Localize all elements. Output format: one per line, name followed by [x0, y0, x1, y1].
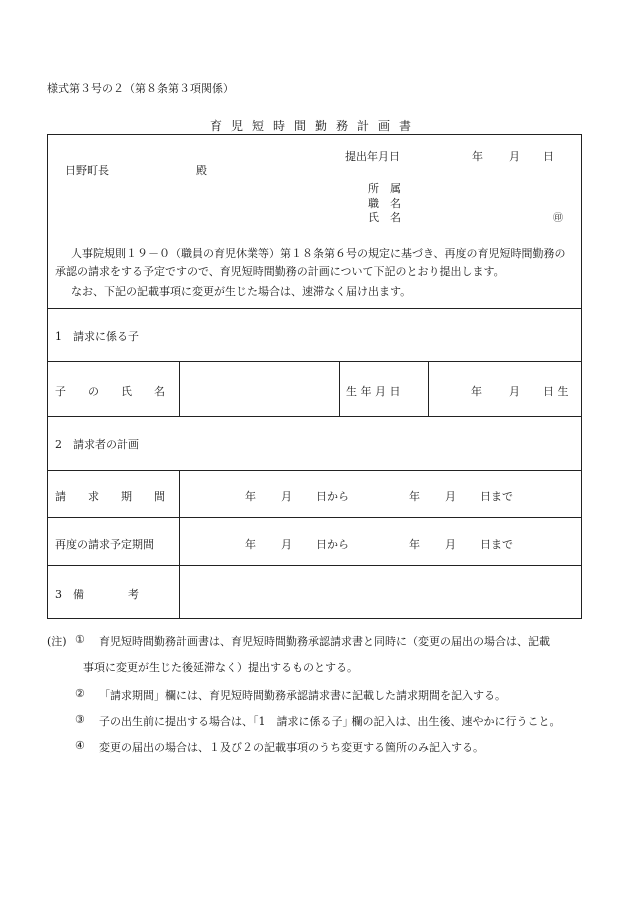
document-title: 育児短時間勤務計画書 [209, 119, 420, 133]
divider [48, 517, 581, 518]
re-request-until-year: 年 [409, 538, 420, 551]
divider [48, 308, 581, 309]
re-request-from-year: 年 [245, 538, 256, 551]
request-until-day: 日まで [480, 490, 513, 503]
form-number-label: 様式第３号の２（第８条第３項関係） [47, 82, 234, 95]
request-until-year: 年 [409, 490, 420, 503]
request-from-day: 日から [316, 490, 349, 503]
dob-label: 生 年 月 日 [346, 385, 401, 398]
note-number: ① [75, 633, 85, 646]
position-label: 職 名 [368, 197, 401, 210]
submission-month-label: 月 [509, 150, 520, 163]
divider [179, 361, 180, 416]
re-request-label: 再度の請求予定期間 [55, 538, 154, 551]
addressee-label: 日野町長 [65, 164, 109, 177]
dob-month-label: 月 [509, 385, 520, 398]
divider [428, 361, 429, 416]
divider [48, 470, 581, 471]
request-period-label: 請 求 期 間 [55, 490, 165, 503]
submission-day-label: 日 [543, 150, 554, 163]
section2-heading: 2 請求者の計画 [55, 438, 139, 451]
note-text: 子の出生前に提出する場合は、｢1 請求に係る子｣ 欄の記入は、出生後、速やかに行うこと。 [99, 715, 561, 728]
seal-mark: ㊞ [553, 213, 563, 224]
form-frame [47, 134, 582, 619]
divider [48, 361, 581, 362]
child-name-label: 子 の 氏 名 [55, 385, 165, 398]
notes-prefix: (注) [47, 635, 67, 648]
note-number: ④ [75, 739, 85, 752]
divider [48, 416, 581, 417]
name-label: 氏 名 [368, 211, 401, 224]
divider [179, 470, 180, 619]
section1-heading: 1 請求に係る子 [55, 330, 139, 343]
remarks-label: 3 備 考 [55, 588, 139, 601]
note-text: 変更の届出の場合は、１及び２の記載事項のうち変更する箇所のみ記入する。 [99, 741, 484, 754]
dob-suffix-label: 日 生 [543, 385, 569, 398]
note-text: 育児短時間勤務計画書は、育児短時間勤務承認請求書と同時に（変更の届出の場合は、記載 [99, 635, 550, 648]
note-number: ③ [75, 713, 85, 726]
note-number: ② [75, 687, 85, 700]
request-until-month: 月 [445, 490, 456, 503]
note-text-continued: 事項に変更が生じた後延滞なく）提出するものとする。 [83, 661, 358, 674]
submission-date-label: 提出年月日 [345, 150, 400, 163]
re-request-from-day: 日から [316, 538, 349, 551]
dob-year-label: 年 [471, 385, 482, 398]
divider [48, 565, 581, 566]
intro-notice: なお、下記の記載事項に変更が生じた場合は、速滞なく届け出ます。 [71, 285, 412, 298]
re-request-until-month: 月 [445, 538, 456, 551]
request-from-year: 年 [245, 490, 256, 503]
honorific-label: 殿 [196, 164, 207, 177]
affiliation-label: 所 属 [368, 182, 401, 195]
re-request-from-month: 月 [281, 538, 292, 551]
intro-paragraph: 人事院規則１９－０（職員の育児休業等）第１８条第６号の規定に基づき、再度の育児短時間勤務の承認の請求をする予定ですので、育児短時間勤務の計画について下記のとおり提出します。 [55, 247, 566, 278]
submission-year-label: 年 [472, 150, 483, 163]
note-text: 「請求期間」欄には、育児短時間勤務承認請求書に記載した請求期間を記入する。 [99, 689, 506, 702]
re-request-until-day: 日まで [480, 538, 513, 551]
divider [339, 361, 340, 416]
request-from-month: 月 [281, 490, 292, 503]
